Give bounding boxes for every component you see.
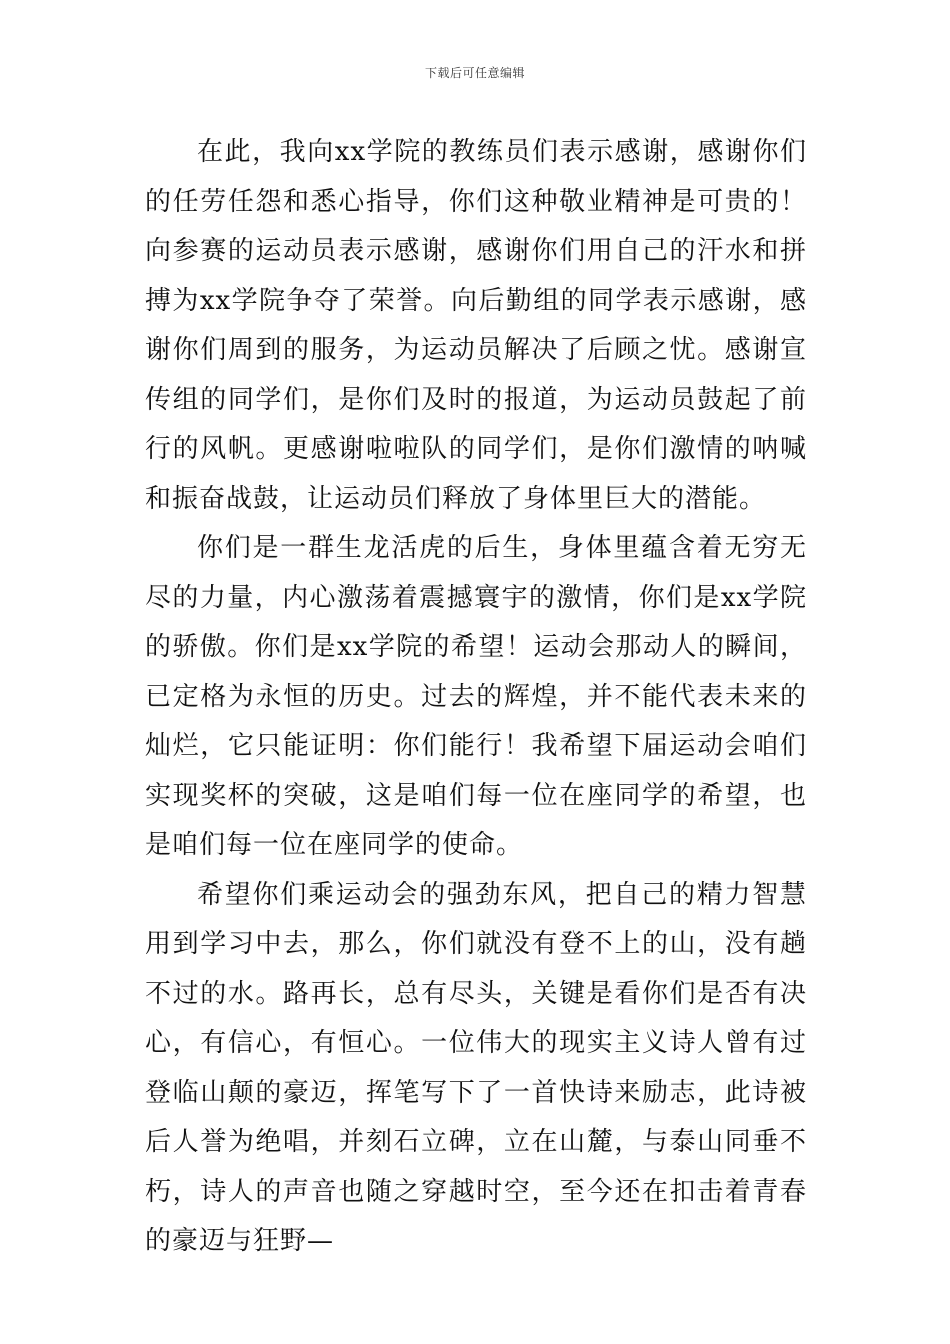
- document-body: [145, 128, 807, 1267]
- paragraph-1: 在此，我向xx学院的教练员们表示感谢，感谢你们的任劳任怨和悉心指导，你们这种敬业精神是可贵的！向参赛的运动员表示感谢，感谢你们用自己的汗水和拼搏为xx学院争夺了荣誉。向后勤组的同学表示感谢，感谢你们周到的服务，为运动员解决了后顾之忧。感谢宣传组的同学们，是你们及时的报道，为运动员鼓起了前行的风帆。更感谢啦啦队的同学们，是你们激情的呐喊和振奋战鼓，让运动员们释放了身体里巨大的潜能。: [145, 137, 807, 514]
- paragraph-3: 希望你们乘运动会的强劲东风，把自己的精力智慧用到学习中去，那么，你们就没有登不上的山，没有趟不过的水。路再长，总有尽头，关键是看你们是否有决心，有信心，有恒心。一位伟大的现实主义诗人曾有过登临山颠的豪迈，挥笔写下了一首快诗来励志，此诗被后人誉为绝唱，并刻石立碑，立在山麓，与泰山同垂不朽，诗人的声音也随之穿越时空，至今还在扣击着青春的豪迈与狂野—: [145, 879, 807, 1256]
- paragraph-2: 你们是一群生龙活虎的后生，身体里蕴含着无穷无尽的力量，内心激荡着震撼寰宇的激情，你们是xx学院的骄傲。你们是xx学院的希望！运动会那动人的瞬间，已定格为永恒的历史。过去的辉煌，并不能代表未来的灿烂，它只能证明：你们能行！我希望下届运动会咱们实现奖杯的突破，这是咱们每一位在座同学的希望，也是咱们每一位在座同学的使命。: [145, 533, 807, 860]
- page-header: 下载后可任意编辑: [424, 66, 525, 80]
